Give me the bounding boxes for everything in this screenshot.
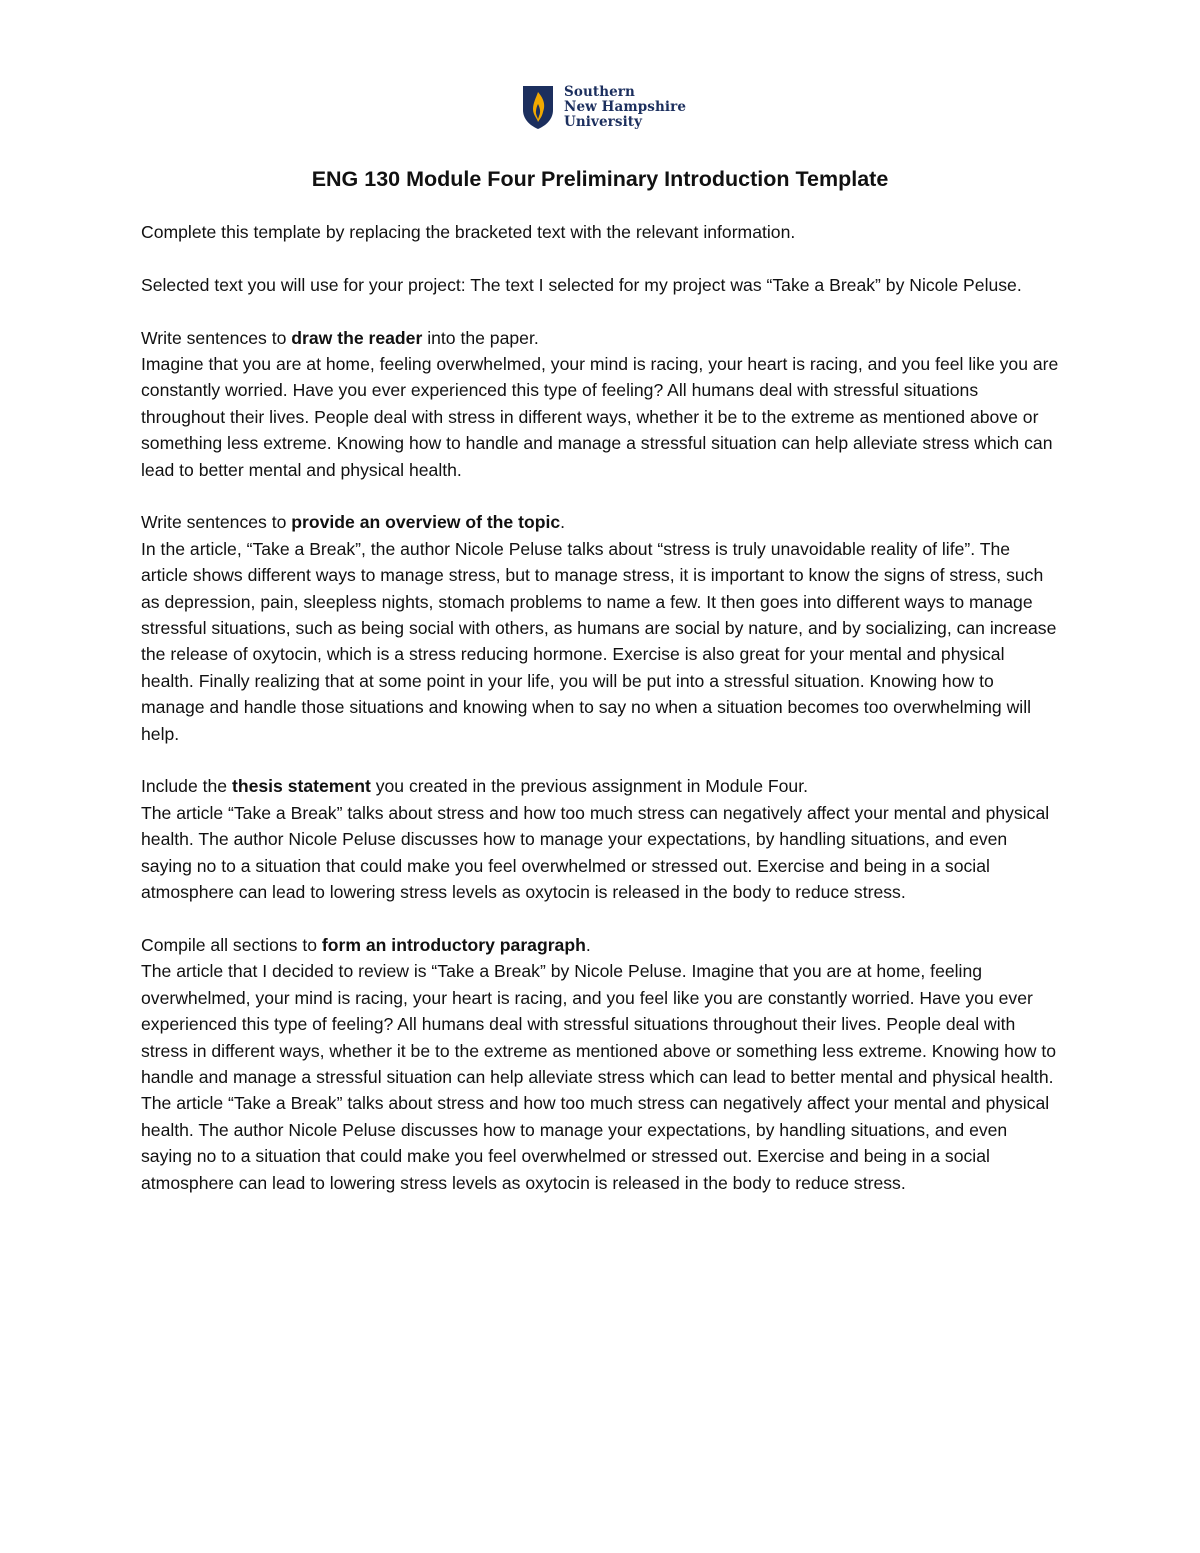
prompt-text: Compile all sections to [141, 934, 322, 955]
prompt-text: Include the [141, 776, 232, 797]
page-title: ENG 130 Module Four Preliminary Introduction Template [311, 167, 889, 191]
prompt-text: Write sentences to [141, 327, 292, 348]
section-body: Imagine that you are at home, feeling overwhelmed, your mind is racing, your heart is racing, and you feel like you are constantly worried. Have you ever experienced this type of feeling? All humans deal with stressful situations throughout their lives. People deal with stress in different ways, whether it be to the extreme as mentioned above or something less extreme. Knowing how to handle and manage a stressful situation can help alleviate stress which can lead to better mental and physical health. [141, 354, 1059, 480]
prompt-text: . [585, 934, 591, 955]
prompt-text: you created in the previous assignment in Module Four. [370, 776, 808, 797]
section-body: The article that I decided to review is “Take a Break” by Nicole Peluse. Imagine that you are at home, feeling overwhelmed, your mind is racing, your heart is racing, and you feel like you are constantly worried. Have you ever experienced this type of feeling? All humans deal with stressful situations throughout their lives. People deal with stress in different ways, whether it be to the extreme as mentioned above or something less extreme. Knowing how to handle and manage a stressful situation can help alleviate stress which can lead to better mental and physical health. The article “Take a Break” talks about stress and how too much stress can negatively affect your mental and physical health. The author Nicole Peluse discusses how to manage your expectations, by handling situations, and even saying no to a situation that could make you feel overwhelmed or stressed out. Exercise and being in a social atmosphere can lead to lowering stress levels as oxytocin is released in the body to reduce stress. [141, 961, 1057, 1193]
section-prompt [141, 932, 1061, 958]
snhu-logo [521, 84, 686, 130]
logo-line-2: New Hampshire [564, 98, 687, 115]
prompt-keyword: thesis statement [231, 776, 371, 797]
logo-line-1: Southern [564, 83, 635, 100]
prompt-keyword: provide an overview of the topic [291, 512, 561, 533]
logo-line-3: University [564, 113, 643, 130]
section-prompt [141, 773, 1061, 799]
selected-text: Selected text you will use for your project: The text I selected for my project was “Take a Break” by Nicole Peluse. [141, 274, 1022, 295]
prompt-keyword: form an introductory paragraph [321, 934, 586, 955]
prompt-keyword: draw the reader [291, 327, 423, 348]
prompt-text: . [560, 512, 566, 533]
section-prompt [141, 325, 1061, 351]
section-body: In the article, “Take a Break”, the author Nicole Peluse talks about “stress is truly unavoidable reality of life”. The article shows different ways to manage stress, but to manage stress, it is important to know the signs of stress, such as depression, pain, sleepless nights, stomach problems to name a few. It then goes into different ways to manage stressful situations, such as being social with others, as humans are social by nature, and by socializing, can increase the release of oxytocin, which is a stress reducing hormone. Exercise is also great for your mental and physical health. Finally realizing that at some point in your life, you will be put into a stressful situation. Knowing how to manage and handle those situations and knowing when to say no when a situation becomes too overwhelming will help. [141, 538, 1057, 744]
section-prompt [141, 509, 1061, 535]
section-body: The article “Take a Break” talks about stress and how too much stress can negatively affect your mental and physical health. The author Nicole Peluse discusses how to manage your expectations, by handling situations, and even saying no to a situation that could make you feel overwhelmed or stressed out. Exercise and being in a social atmosphere can lead to lowering stress levels as oxytocin is released in the body to reduce stress. [141, 802, 1050, 903]
document-body [141, 219, 1061, 1196]
prompt-text: into the paper. [422, 327, 539, 348]
instructions-text: Complete this template by replacing the bracketed text with the relevant information. [141, 222, 796, 242]
shield-flame-icon [521, 84, 555, 130]
prompt-text: Write sentences to [141, 512, 292, 533]
logo-wordmark [564, 85, 686, 130]
